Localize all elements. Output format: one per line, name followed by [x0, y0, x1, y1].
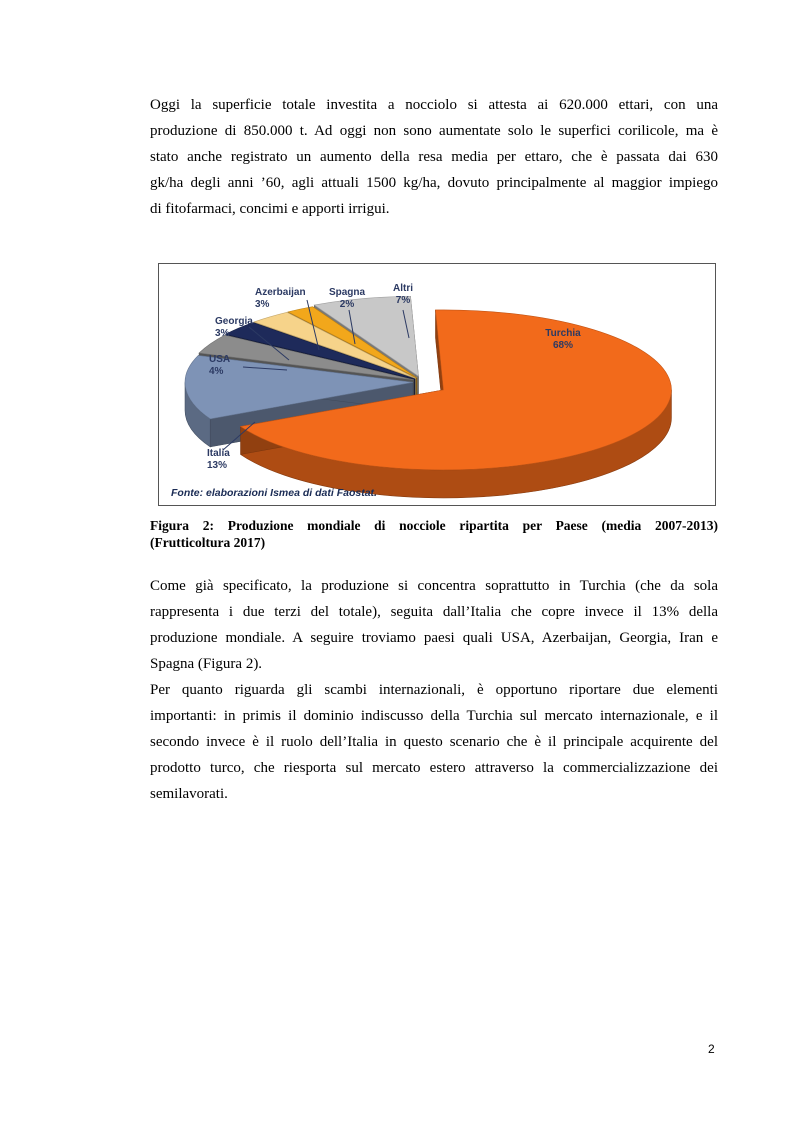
trade-paragraph: [150, 677, 718, 807]
text-line: produzione mondiale. A seguire troviamo paesi quali USA, Azerbaijan, Georgia, Iran e: [150, 630, 718, 646]
figure-source: Fonte: elaborazioni Ismea di dati Faostat.: [171, 487, 377, 499]
slice-label-spagna: Spagna 2%: [328, 287, 366, 310]
text-line: di fitofarmaci, concimi e apporti irrigui.: [150, 201, 390, 217]
text-line: stato anche registrato un aumento della resa media per ettaro, che è passata dai 630: [150, 149, 718, 165]
slice-label-azerbaijan: Azerbaijan 3%: [255, 287, 306, 310]
caption-line: (Frutticoltura 2017): [150, 535, 266, 550]
text-line: Spagna (Figura 2).: [150, 656, 263, 672]
slice-label-altri: Altri 7%: [393, 283, 413, 306]
slice-label-turchia: Turchia 68%: [545, 328, 581, 351]
text-line: semilavorati.: [150, 786, 228, 802]
text-line: produzione di 850.000 t. Ad oggi non sono aumentate solo le superfici corilicole, ma è: [150, 123, 718, 139]
text-line: rappresenta i due terzi del totale), seguita dall’Italia che copre invece il 13% della: [150, 604, 718, 620]
pie-chart: [159, 264, 715, 505]
page-number: 2: [708, 1042, 715, 1056]
text-line: Come già specificato, la produzione si concentra soprattutto in Turchia (che da sola: [150, 578, 718, 594]
slice-label-usa: USA 4%: [209, 354, 231, 377]
slice-label-italia: Italia 13%: [207, 448, 230, 471]
caption-line: Figura 2: Produzione mondiale di nocciole ripartita per Paese (media 2007-2013): [150, 518, 718, 533]
text-line: prodotto turco, che riesporta sul mercato estero attraverso la commercializzazione dei: [150, 760, 718, 776]
text-line: Oggi la superficie totale investita a nocciolo si attesta ai 620.000 ettari, con una: [150, 97, 718, 113]
text-line: gk/ha degli anni ’60, agli attuali 1500 kg/ha, dovuto principalmente al maggior impiego: [150, 175, 718, 191]
text-line: Per quanto riguarda gli scambi internazionali, è opportuno riportare due elementi: [150, 682, 718, 698]
production-paragraph: [150, 573, 718, 677]
text-line: importanti: in primis il dominio indiscusso della Turchia sul mercato internazionale, e il: [150, 708, 718, 724]
figure-caption: [150, 517, 718, 551]
slice-label-georgia: Georgia 3%: [215, 316, 253, 339]
figure-chart: [158, 263, 716, 506]
intro-paragraph: [150, 92, 718, 222]
text-line: secondo invece è il ruolo dell’Italia in questo scenario che è il principale acquirente del: [150, 734, 718, 750]
